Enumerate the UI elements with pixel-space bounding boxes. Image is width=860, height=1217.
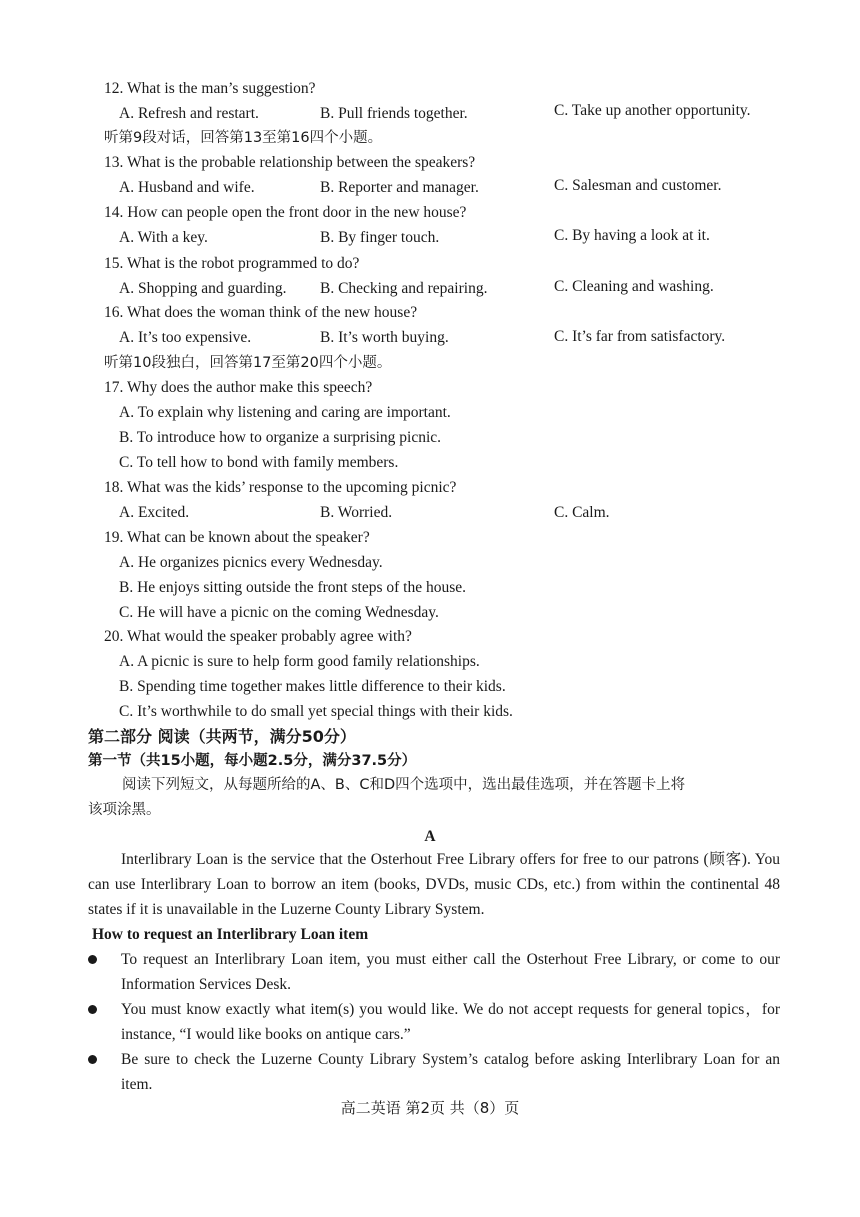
passage-intro: Interlibrary Loan is the service that the Osterhout Free Library offers for free to our patrons (顾客). You can use Interlibrary Loan to borrow an item (books, DVDs, music CDs, etc.) from within the continental 48 states if it is unavailable in the Luzerne County Library System. [88,851,780,918]
bullet-text: Be sure to check the Luzerne County Library System’s catalog before asking Interlibrary Loan for an item. [121,1051,780,1093]
q13-option-a: A. Husband and wife. [119,179,255,196]
q15-option-c: C. Cleaning and washing. [554,278,714,295]
part2-heading: 第二部分 阅读（共两节，满分50分） [88,727,356,746]
q20-option-a: A. A picnic is sure to help form good family relationships. [119,653,480,670]
question-14: 14. How can people open the front door in the new house? [104,204,467,221]
q19-option-a: A. He organizes picnics every Wednesday. [119,554,383,571]
page-footer: 高二英语 第2页 共（8）页 [340,1099,520,1117]
q16-option-b: B. It’s worth buying. [320,329,449,346]
directions-line2: 该项涂黑。 [88,802,161,818]
q12-option-b: B. Pull friends together. [320,105,468,122]
dialog9-instruction: 听第9段对话，回答第13至第16四个小题。 [104,130,383,146]
bullet-item [88,997,780,1047]
q20-option-b: B. Spending time together makes little difference to their kids. [119,678,506,695]
q17-option-b: B. To introduce how to organize a surprising picnic. [119,429,442,446]
question-13: 13. What is the probable relationship between the speakers? [104,154,476,171]
question-18: 18. What was the kids’ response to the upcoming picnic? [104,479,457,496]
q17-option-a: A. To explain why listening and caring are important. [119,404,451,421]
q18-option-c: C. Calm. [554,504,610,521]
q16-option-c: C. It’s far from satisfactory. [554,328,726,345]
directions-line1: 阅读下列短文，从每题所给的A、B、C和D四个选项中，选出最佳选项，并在答题卡上将 [122,777,686,793]
q12-option-a: A. Refresh and restart. [119,105,259,122]
q18-option-a: A. Excited. [119,504,190,521]
passage-letter: A [424,828,436,845]
q19-option-c: C. He will have a picnic on the coming Wednesday. [119,604,439,621]
q13-option-c: C. Salesman and customer. [554,177,722,194]
q16-option-a: A. It’s too expensive. [119,329,252,346]
section1-heading: 第一节（共15小题，每小题2.5分，满分37.5分） [88,753,417,769]
q14-option-a: A. With a key. [119,229,208,246]
q17-option-c: C. To tell how to bond with family members. [119,454,399,471]
q13-option-b: B. Reporter and manager. [320,179,479,196]
q12-option-c: C. Take up another opportunity. [554,102,751,119]
bullet-icon [88,955,97,964]
q14-option-c: C. By having a look at it. [554,227,710,244]
question-20: 20. What would the speaker probably agree with? [104,628,412,645]
q14-option-b: B. By finger touch. [320,229,440,246]
q15-option-b: B. Checking and repairing. [320,280,488,297]
question-16: 16. What does the woman think of the new house? [104,304,418,321]
bullet-text: To request an Interlibrary Loan item, you must either call the Osterhout Free Library, or come to our Information Services Desk. [121,951,780,993]
q19-option-b: B. He enjoys sitting outside the front steps of the house. [119,579,466,596]
mono10-instruction: 听第10段独白，回答第17至第20四个小题。 [104,355,392,371]
q15-option-a: A. Shopping and guarding. [119,280,287,297]
bullet-icon [88,1005,97,1014]
question-15: 15. What is the robot programmed to do? [104,255,360,272]
bullet-item [88,1047,780,1097]
passage-subheading: How to request an Interlibrary Loan item [92,926,369,943]
question-12: 12. What is the man’s suggestion? [104,80,316,97]
bullet-icon [88,1055,97,1064]
bullet-text: You must know exactly what item(s) you would like. We do not accept requests for general topics，for instance, “I would like books on antique cars.” [121,1001,780,1043]
q18-option-b: B. Worried. [320,504,393,521]
q20-option-c: C. It’s worthwhile to do small yet special things with their kids. [119,703,513,720]
bullet-item [88,947,780,997]
question-19: 19. What can be known about the speaker? [104,529,370,546]
question-17: 17. Why does the author make this speech? [104,379,373,396]
